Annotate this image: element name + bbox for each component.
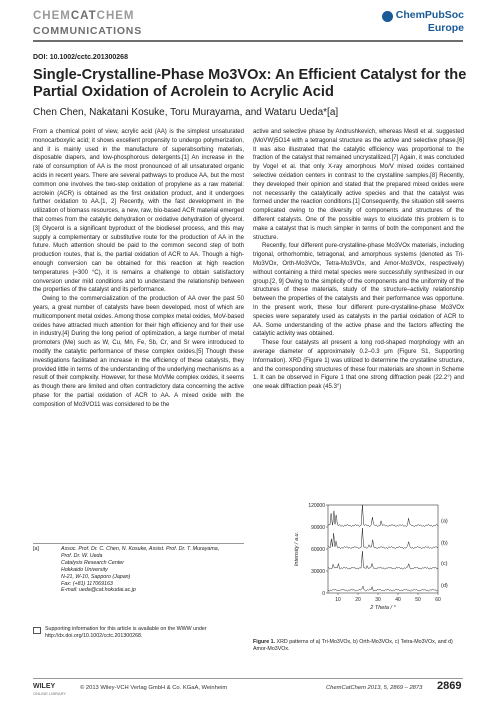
author-list: Chen Chen, Nakatani Kosuke, Toru Murayama, and Wataru Ueda*[a] xyxy=(33,107,339,118)
supporting-info-icon xyxy=(33,627,41,634)
journal-name: CHEMCATCHEM xyxy=(33,10,135,22)
wiley-logo: WILEY ONLINE LIBRARY xyxy=(33,683,67,696)
doi[interactable]: DOI: 10.1002/cctc.201300268 xyxy=(33,54,128,61)
xrd-series-line xyxy=(328,505,438,527)
x-tick-label: 60 xyxy=(435,597,441,603)
plot-frame xyxy=(328,505,438,593)
series-label: (c) xyxy=(441,561,448,568)
affiliation-divider xyxy=(33,543,244,544)
paragraph: These four catalysts all present a long rod-shaped morphology with an average diameter of approximately 0.2–0.3 μm (Figure S1, Supporting Information). XRD (Figure 1) was utilized to determine the crystalline structure, and the corresponding structures of these four materials are shown in Scheme 1. It can be observed in Figure 1 that one strong diffraction peak (22.2°) and one weak diffraction peak (45.3°) xyxy=(253,340,464,391)
xrd-chart xyxy=(292,497,472,622)
x-tick-label: 10 xyxy=(335,597,341,603)
x-axis-label: 2 Theta / ° xyxy=(370,605,396,611)
series-label: (a) xyxy=(441,518,448,525)
xrd-series-line xyxy=(328,586,438,591)
page-number: 2869 xyxy=(437,680,462,692)
xrd-series-line xyxy=(328,528,438,549)
copyright: © 2013 Wiley-VCH Verlag GmbH & Co. KGaA, Weinheim xyxy=(80,685,228,691)
x-tick-label: 40 xyxy=(395,597,401,603)
body-column-left xyxy=(33,128,244,410)
series-label: (d) xyxy=(441,583,448,590)
y-axis-label: Intensity / a.u. xyxy=(294,531,300,567)
y-tick-label: 30000 xyxy=(311,569,325,575)
x-tick-label: 30 xyxy=(375,597,381,603)
affiliation: [a] Assoc. Prof. Dr. C. Chen, N. Kosuke, Assist. Prof. Dr. T. Murayama, Prof. Dr. W. Ueda Catalysis Research Center Hokkaido University N-21, W-10, Sapporo (Japan) Fax: (+81) 117069163 E-mail: ueda@cat.hokudai.ac.jp xyxy=(33,546,220,594)
paragraph: From a chemical point of view, acrylic acid (AA) is the simplest unsaturated monocarboxylic acid; it shows excellent propensity to undergo polymerization, and it is mainly used in the manufacture of superabsorbing materials, disposable diapers, and low-phosphorous detergents.[1] An increase in the rate of consumption of AA is the most pronounced of all unsaturated organic acids in recent years. There are several pathways to produce AA, but the most common one involves the two-step oxidation of propylene as a raw material: acrolein (ACR) is obtained as the first oxidation product, and it undergoes further oxidation to AA.[1, 2] Recently, with the fast development in the utilization of biomass resources, a new, raw, bio-based ACR material emerged that comes from the catalytic dehydration or oxidative dehydration of glycerol.[3] Glycerol is a significant byproduct of the biodiesel process, and this may supply a complementary or substitutive route for the production of AA in the future. Much attention should be paid to the common second step of both production routes, that is, the partial oxidation of ACR to AA. Though a high-enough conversion can be obtained for this reaction at high reaction temperatures (≈300 °C), it is remains a challenge to obtain satisfactory conversion under mild conditions and to understand the relationship between the properties of the catalyst and its performance. xyxy=(33,129,244,294)
series-label: (b) xyxy=(441,540,448,547)
chempubsoc-logo-icon xyxy=(382,11,393,22)
paragraph: Owing to the commercialization of the production of AA over the past 50 years, a great number of catalysts have been developed, most of which are multicomponent metal oxides. Among those complex metal oxides, MoV-based oxides have attracted much attention for their high efficiency and for their use in industry.[4] During the long period of optimization, a large number of metal promoters (Me) such as W, Cu, Mn, Fe, Sb, Cr, and Sr were introduced to modify the catalytic performance of these complex oxides.[5] Though these investigations facilitated an increase in the efficiency of these catalysts, they provided little in terms of the understanding of the underlying mechanisms as a result of their complexity. However, for these MoVMe complex oxides, it seems as though there are limited and often contradictory data concerning the active phase for the partial oxidation of ACR to AA. A mixed oxide with the composition of Mo3VO11 was considered to be the xyxy=(33,296,244,408)
xrd-figure xyxy=(292,497,472,622)
header-divider xyxy=(33,40,463,42)
xrd-series-line xyxy=(328,551,438,569)
publisher-logo: ChemPubSoc Europe xyxy=(396,9,464,34)
paragraph: Recently, four different pure-crystalline-phase Mo3VOx materials, including trigonal, orthorhombic, tetragonal, and amorphous systems (denoted as Tri-Mo3VOx, Orth-Mo3VOx, Tetra-Mo3VOx, and Amor-Mo3VOx, respectively) without containing a third metal species were successfully synthesized in our group.[2, 9] Owing to the simplicity of the components and the uniformity of the structures of these materials, study of the structure–activity relationship between the properties of the catalysts and their performance was opportune. In the present work, these four different pure-crystalline-phase Mo3VOx species were separately used as catalysts in the partial oxidation of ACR to AA. Some understanding of the active phase and the factors affecting the catalytic activity was obtained. xyxy=(253,243,464,338)
y-tick-label: 0 xyxy=(322,591,325,597)
paragraph: active and selective phase by Andrushkevich, whereas Mestl et al. suggested (MoVW)5O14 with a tetragonal structure as the active and selective phase.[6] It was also illustrated that the catalytic efficiency was proportional to the fraction of the catalyst that remained uncrystallized.[7] Again, it was concluded by Vogel et al. that only X-ray amorphous Mo/V mixed oxides contained selective oxidation centers in contrast to the crystalline samples.[8] Recently, they developed their opinion and stated that the prepared mixed oxides were not necessarily the catalytically active species and that the catalyst was formed under the reaction conditions.[1] Consequently, the situation still seems complicated owing to the diversity of components and structures of the different catalysts. One of the possible ways to elucidate this problem is to make a catalyst that is much simpler in terms of both the component and the structure. xyxy=(253,129,464,241)
figure-caption: Figure 1. XRD patterns of a) Tri-Mo3VOx, b) Orth-Mo3VOx, c) Tetra-Mo3VOx, and d) Amor-Mo3VOx. xyxy=(253,639,453,652)
footer-divider xyxy=(33,678,463,679)
y-tick-label: 90000 xyxy=(311,525,325,531)
journal-citation: ChemCatChem 2013, 5, 2869 – 2873 xyxy=(326,685,423,691)
x-tick-label: 20 xyxy=(355,597,361,603)
y-tick-label: 120000 xyxy=(308,503,325,509)
body-column-right xyxy=(253,128,464,392)
section-label: COMMUNICATIONS xyxy=(33,25,142,37)
y-tick-label: 60000 xyxy=(311,547,325,553)
article-title: Single-Crystalline-Phase Mo3VOx: An Efficient Catalyst for the Partial Oxidation of Acrolein to Acrylic Acid xyxy=(33,67,467,100)
x-tick-label: 50 xyxy=(415,597,421,603)
supporting-info-note: Supporting information for this article is available on the WWW under http://dx.doi.org/10.1002/cctc.201300268. xyxy=(33,626,244,640)
